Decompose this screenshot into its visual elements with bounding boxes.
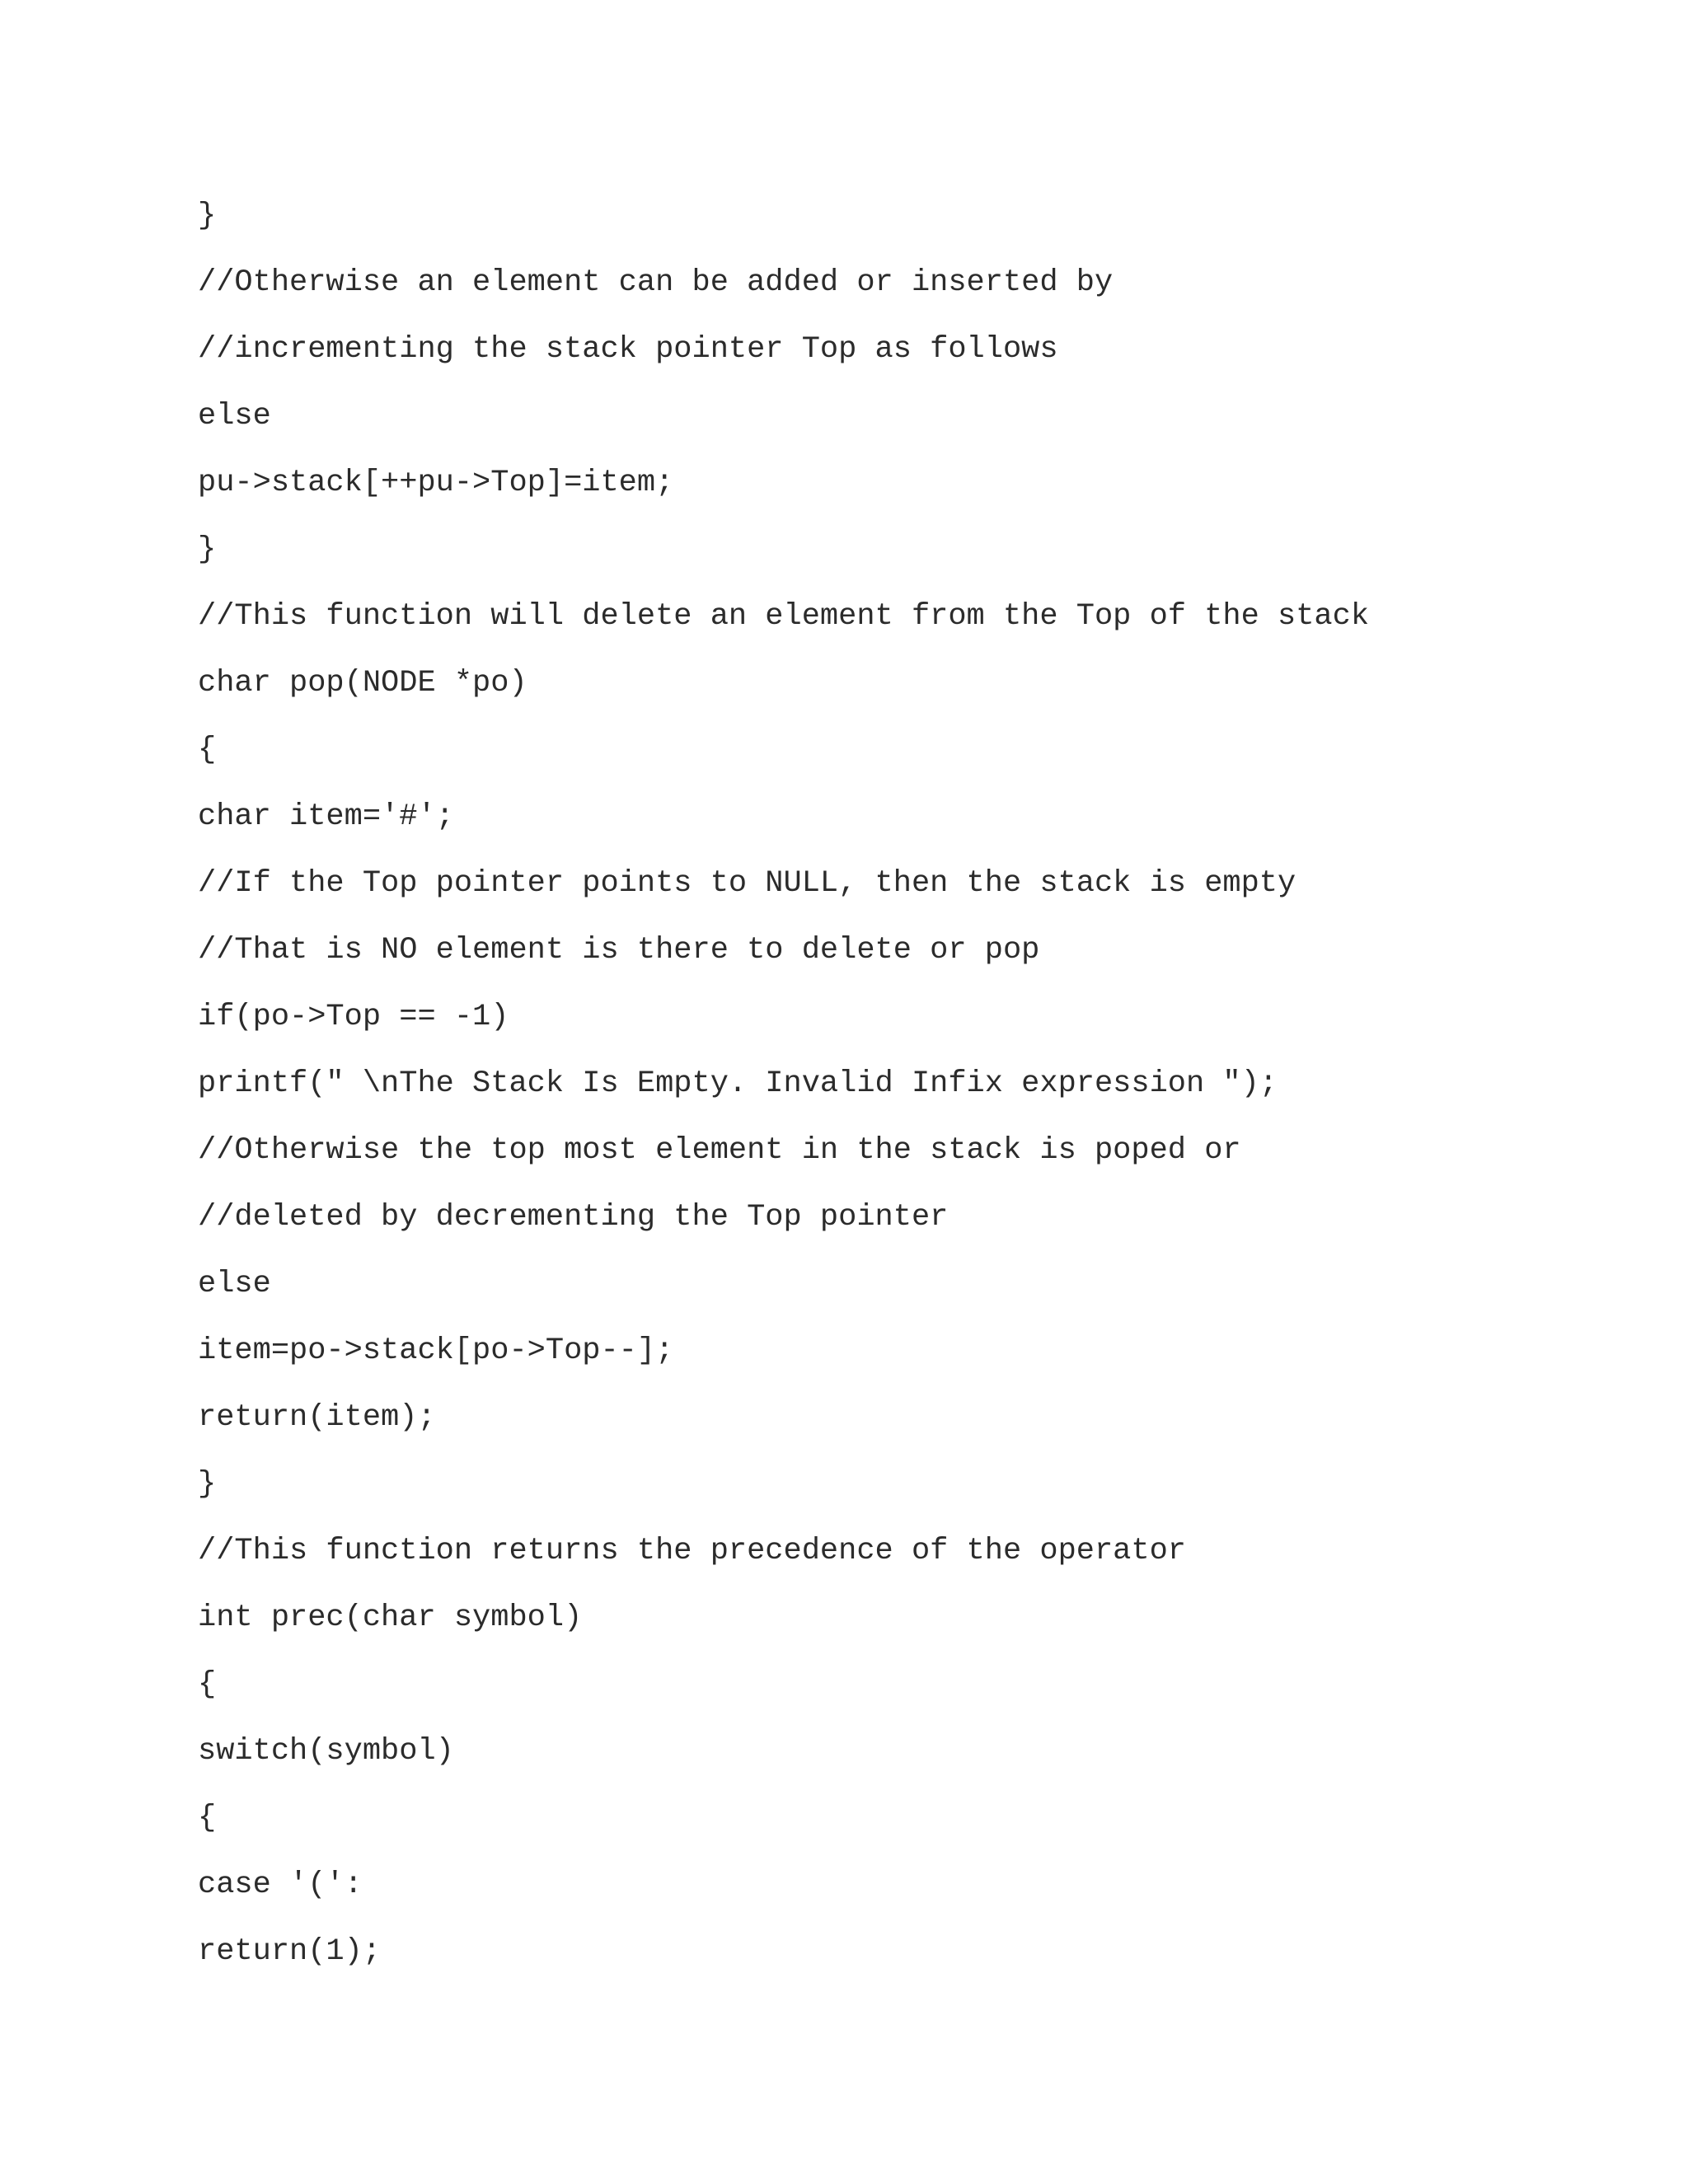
code-line: char pop(NODE *po) [198,666,528,701]
code-listing [198,191,1648,1994]
code-line: else [198,1267,271,1301]
code-line: { [198,733,217,767]
code-line: //If the Top pointer points to NULL, then the stack is empty [198,866,1296,901]
code-line: //Otherwise an element can be added or inserted by [198,265,1114,300]
code-line: return(item); [198,1400,436,1435]
code-line: { [198,1801,217,1835]
code-line: { [198,1667,217,1702]
code-line: //Otherwise the top most element in the stack is poped or [198,1133,1241,1168]
code-line: int prec(char symbol) [198,1601,583,1635]
code-line: printf(" \nThe Stack Is Empty. Invalid Infix expression "); [198,1066,1278,1101]
code-line: } [198,199,217,233]
code-line: pu->stack[++pu->Top]=item; [198,466,674,500]
code-line: return(1); [198,1934,382,1969]
code-line: } [198,532,217,567]
code-line: char item='#'; [198,799,454,834]
code-line: //incrementing the stack pointer Top as follows [198,332,1058,367]
code-line: case '(': [198,1868,363,1902]
code-line: switch(symbol) [198,1734,454,1769]
code-line: //That is NO element is there to delete or pop [198,933,1040,968]
code-line: //deleted by decrementing the Top pointer [198,1200,949,1235]
code-line: //This function will delete an element from the Top of the stack [198,599,1370,634]
code-line: //This function returns the precedence of the operator [198,1534,1186,1568]
code-line: if(po->Top == -1) [198,1000,509,1034]
code-line: else [198,399,271,434]
code-line: item=po->stack[po->Top--]; [198,1333,674,1368]
code-line: } [198,1467,217,1502]
